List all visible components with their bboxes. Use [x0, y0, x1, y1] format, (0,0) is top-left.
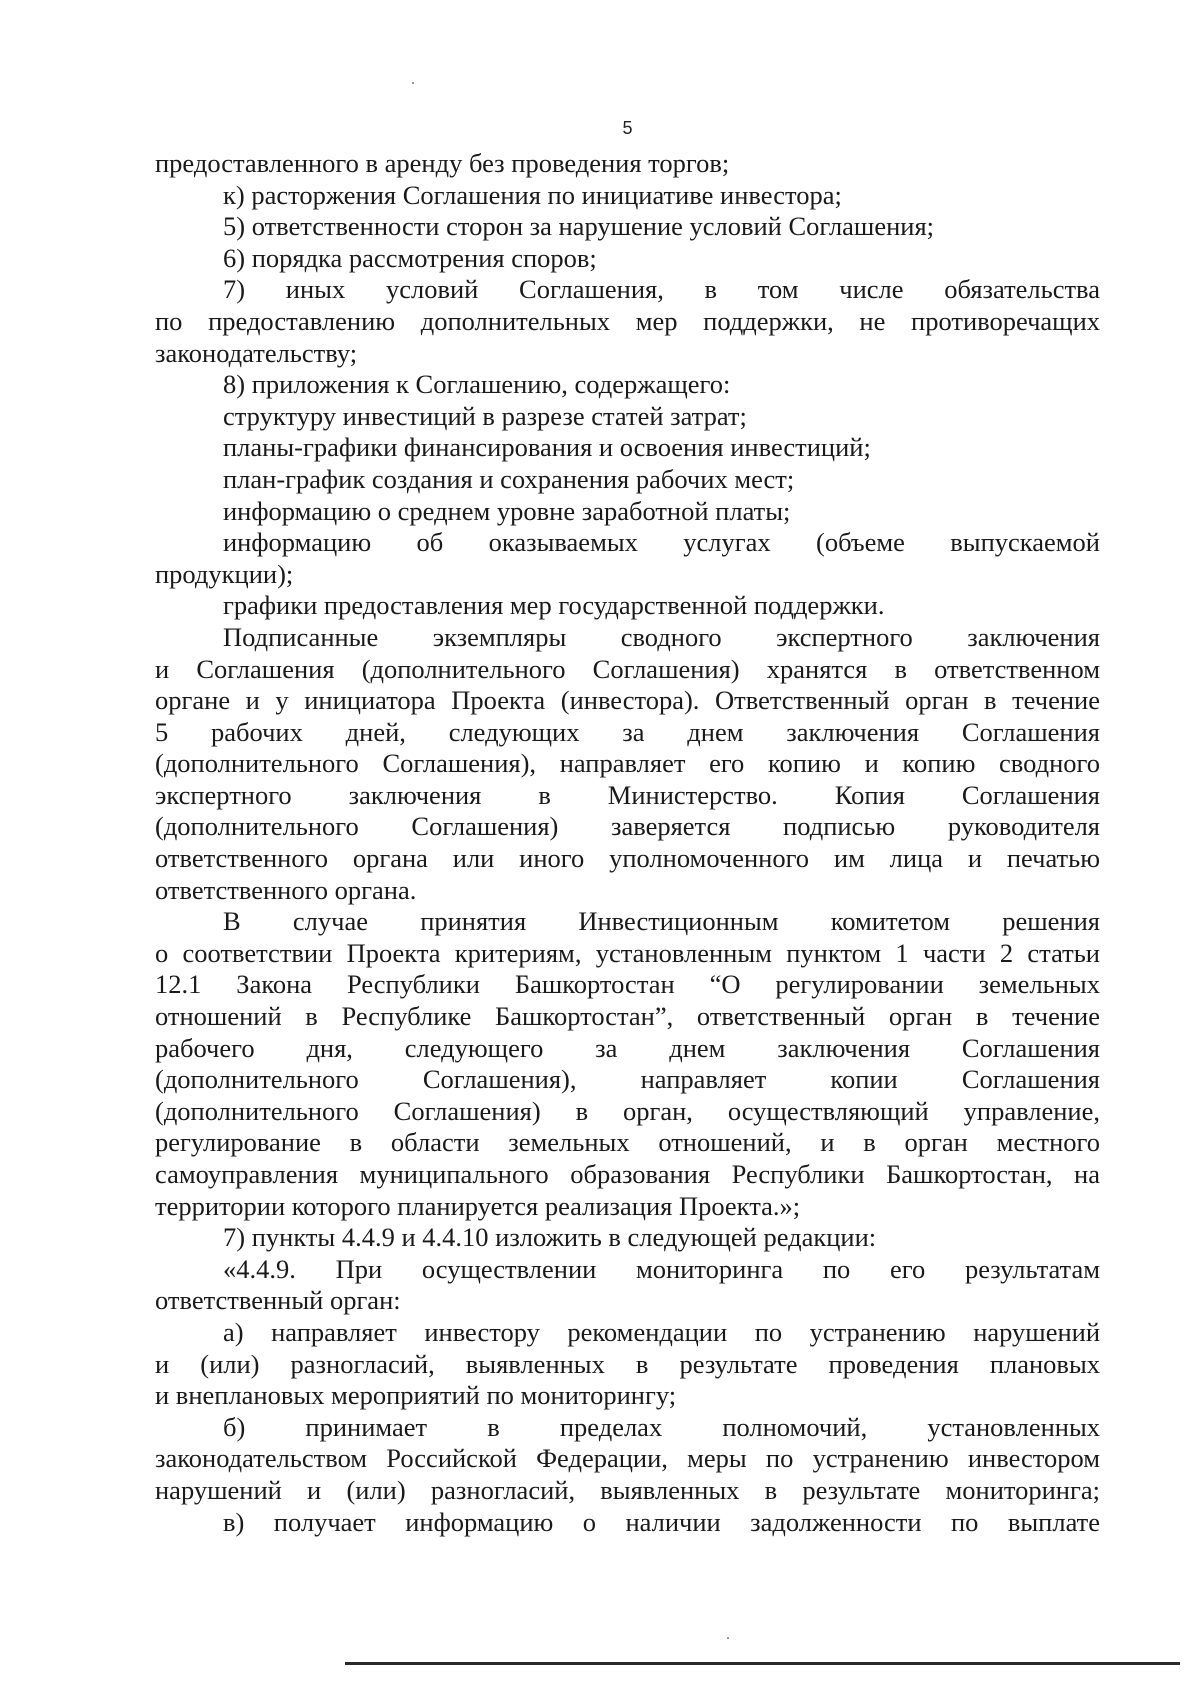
text-line: (дополнительного Соглашения), направляет его копию и копию сводного [155, 748, 1100, 779]
text-line: и внеплановых мероприятий по мониторингу; [155, 1380, 677, 1411]
scan-speck [412, 82, 414, 84]
text-line: отношений в Республике Башкортостан”, ответственный орган в течение [155, 1001, 1100, 1032]
text-line: предоставленного в аренду без проведения торгов; [155, 148, 730, 178]
text-line: органе и у инициатора Проекта (инвестора). Ответственный орган в течение [155, 685, 1100, 716]
text-line: планы-графики финансирования и освоения инвестиций; [223, 432, 871, 463]
text-line: 8) приложения к Соглашению, содержащего: [223, 369, 731, 400]
text-line: В случае принятия Инвестиционным комитетом решения [223, 906, 1100, 937]
text-line: продукции); [155, 558, 294, 589]
text-line: графики предоставления мер государственной поддержки. [223, 590, 885, 621]
text-line: б) принимает в пределах полномочий, установленных [223, 1411, 1100, 1442]
text-line: информацию об оказываемых услугах (объеме выпускаемой [223, 527, 1100, 558]
text-line: 5 рабочих дней, следующих за днем заключения Соглашения [155, 716, 1100, 747]
text-line: рабочего дня, следующего за днем заключения Соглашения [155, 1032, 1100, 1063]
text-line: самоуправления муниципального образования Республики Башкортостан, на [155, 1159, 1100, 1189]
text-line: информацию о среднем уровне заработной платы; [223, 495, 791, 526]
text-line: нарушений и (или) разногласий, выявленных в результате мониторинга; [155, 1474, 1100, 1505]
text-line: (дополнительного Соглашения), направляет копии Соглашения [155, 1064, 1100, 1095]
text-line: а) направляет инвестору рекомендации по устранению нарушений [223, 1316, 1100, 1347]
text-line: 5) ответственности сторон за нарушение условий Соглашения; [223, 211, 935, 242]
text-line: регулирование в области земельных отношений, и в орган местного [155, 1127, 1100, 1158]
document-body [155, 148, 1100, 1538]
text-line: ответственный орган: [155, 1285, 401, 1316]
text-line: ответственного органа. [155, 874, 417, 905]
text-line: «4.4.9. При осуществлении мониторинга по его результатам [223, 1253, 1100, 1284]
text-line: по предоставлению дополнительных мер поддержки, не противоречащих [155, 305, 1100, 336]
text-line: план-график создания и сохранения рабочих мест; [223, 463, 795, 494]
text-line: Подписанные экземпляры сводного экспертного заключения [223, 621, 1100, 652]
page-number: 5 [622, 118, 633, 138]
text-line: (дополнительного Соглашения) заверяется подписью руководителя [155, 811, 1100, 842]
text-line: к) расторжения Соглашения по инициативе инвестора; [223, 179, 842, 210]
text-line: экспертного заключения в Министерство. Копия Соглашения [155, 779, 1100, 810]
text-line: 6) порядка рассмотрения споров; [223, 242, 597, 273]
text-line: структуру инвестиций в разрезе статей затрат; [223, 400, 747, 431]
text-line: законодательству; [155, 337, 358, 368]
text-line: 7) пункты 4.4.9 и 4.4.10 изложить в следующей редакции: [223, 1222, 877, 1253]
scan-speck [727, 1637, 729, 1639]
text-line: 12.1 Закона Республики Башкортостан “О регулировании земельных [155, 969, 1100, 1000]
text-line: и Соглашения (дополнительного Соглашения) хранятся в ответственном [155, 653, 1100, 684]
text-line: 7) иных условий Соглашения, в том числе обязательства [223, 274, 1100, 305]
text-line: в) получает информацию о наличии задолженности по выплате [223, 1506, 1100, 1537]
bottom-rule [345, 1662, 1180, 1665]
text-line: территории которого планируется реализация Проекта.»; [155, 1190, 801, 1221]
text-line: ответственного органа или иного уполномоченного им лица и печатью [155, 843, 1100, 874]
text-line: (дополнительного Соглашения) в орган, осуществляющий управление, [155, 1095, 1100, 1126]
text-line: о соответствии Проекта критериям, установленным пунктом 1 части 2 статьи [155, 937, 1100, 968]
text-line: и (или) разногласий, выявленных в результате проведения плановых [155, 1348, 1100, 1379]
text-line: законодательством Российской Федерации, меры по устранению инвестором [155, 1443, 1100, 1474]
